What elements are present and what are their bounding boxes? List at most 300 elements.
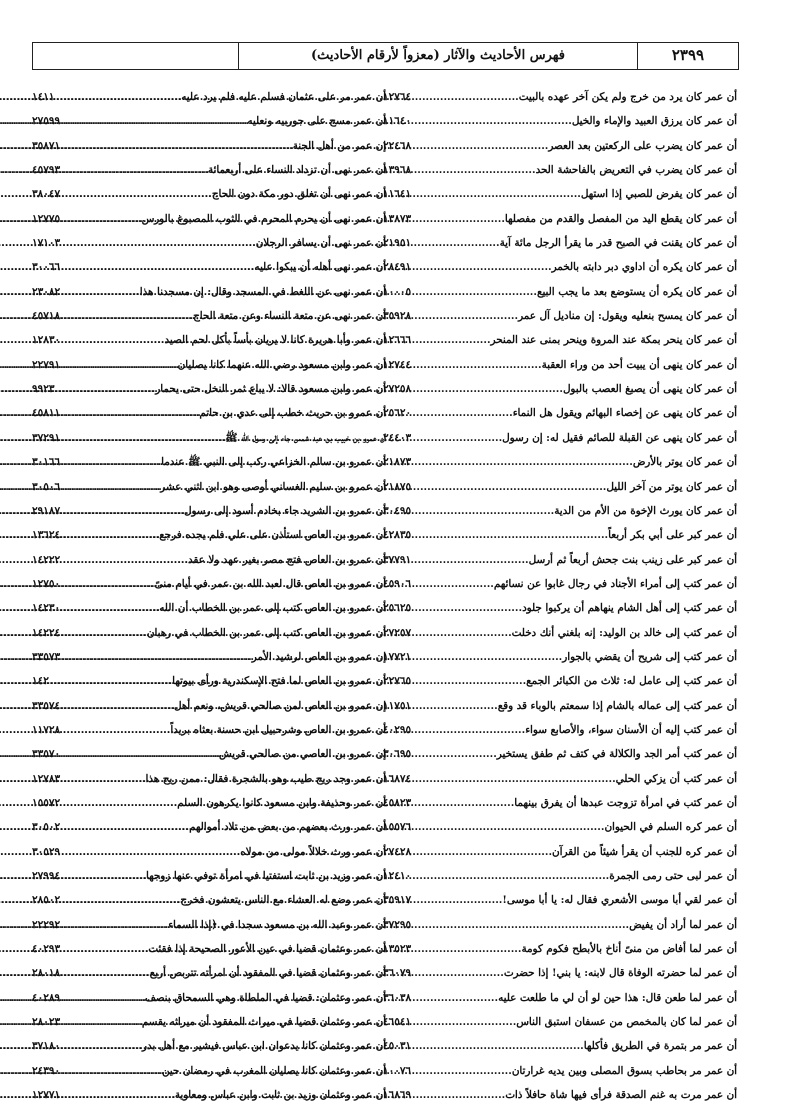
index-entry (383, 548, 737, 572)
index-entry (32, 815, 386, 839)
dot-leader (49, 669, 172, 693)
index-entry (32, 255, 386, 279)
index-entry (383, 572, 737, 596)
entry-text: أن عمر لبى حتى رمى الجمرة (609, 870, 737, 882)
dot-leader (60, 548, 188, 572)
entry-number: ٤٥٨٢٣ (383, 796, 412, 809)
entry-text: أن عمر كتب إليه أن الأسنان سواء، والأصابع سواء (525, 723, 737, 736)
dot-leader (411, 621, 511, 645)
entry-text: أن عمرو بن العاص كتب إلى عمر بن الخطاب في رهبان (146, 626, 386, 639)
entry-text: أن عمرو بن العاص فتح مصر بغير عهد ولا عقد (187, 553, 386, 566)
entry-text: أن عمر وعثمان: قضيا في الملطاة وهي السمحاق بنصف (145, 991, 386, 1004)
entry-text: أن عمر كتب أمر الجد والكلالة في كتف ثم طفق يستخير (496, 748, 737, 761)
dot-leader (411, 840, 552, 864)
entry-number: ٩٩٢٣ (32, 383, 55, 396)
entry-text: أن عمر وابن مسعود رضي الله عنهما كانا يصليان (177, 358, 386, 371)
dot-leader (60, 791, 177, 815)
entry-number: ١٤١١ (32, 91, 55, 103)
dot-leader (411, 377, 563, 401)
entry-number: ٢٢٧٩١ (32, 358, 61, 371)
index-entry (32, 499, 386, 523)
index-entry (383, 475, 737, 499)
dot-leader (411, 207, 505, 231)
dot-leader (411, 280, 537, 304)
index-entry (383, 791, 737, 815)
index-entry (32, 426, 386, 450)
entry-text: أن عمر مر بتمرة في الطريق فأكلها (583, 1040, 737, 1053)
index-entry (32, 280, 386, 304)
dot-leader (60, 182, 212, 206)
index-column-right (383, 85, 737, 1107)
entry-text: أن عمر كتب إلى شريح أن يقضي بالجوار (562, 650, 737, 663)
entry-text: أن عمر كان يكره أن اداوي دبر دابته بالخمر (551, 261, 737, 274)
entry-number: ٢١٨٧٣ (383, 456, 412, 469)
entry-text: أن عمر كتب أن يزكي الحلي (615, 772, 737, 785)
index-entry (383, 182, 737, 206)
dot-leader (411, 353, 541, 377)
entry-text: إن عمرو بن العاصي من صالحي قريش (218, 748, 386, 761)
dot-leader (60, 815, 189, 839)
entry-text: أن عمر كان يقطع اليد من المفصل والقدم من مفصلها (504, 212, 737, 225)
index-entry (32, 864, 386, 888)
entry-number: ٢٧٤٢٨ (383, 845, 412, 858)
page-header (32, 42, 739, 70)
entry-text: أن عمر لما كان بالمخمص من عسفان استبق الناس (516, 1016, 737, 1029)
index-entry (383, 1034, 737, 1058)
dot-leader (411, 572, 494, 596)
dot-leader (411, 815, 604, 839)
dot-leader (411, 182, 581, 206)
entry-text: أن عمر نهى عن متعة النساء وعن متعة الحاج (193, 310, 386, 323)
index-entry (383, 134, 737, 158)
dot-leader (60, 864, 146, 888)
entry-text: أن عمر مر بحاطب بسوق المصلى وبين يديه غرارتان (511, 1064, 737, 1077)
entry-number: ٣٣٥٧٠ (32, 748, 61, 761)
dot-leader (411, 864, 609, 888)
entry-text: أن عمرو بن سالم الخزاعي ركب إلى النبي ﷺ عندما (161, 456, 386, 469)
entry-number: ٤٥٠٣١ (383, 1040, 412, 1053)
index-column-left (32, 85, 386, 1107)
entry-number: ٢٥٦٢٠ (383, 407, 412, 420)
dot-leader (60, 572, 154, 596)
dot-leader (60, 523, 159, 547)
entry-number: ٢٨٠١٨ (32, 967, 61, 980)
entry-number: ١٢٧٧١ (32, 1089, 61, 1102)
entry-text: أن عمرو بن سليم الغساني أوصى وهو ابن اثني عشر (160, 480, 386, 493)
entry-number: ٢١٨٧٥ (383, 480, 412, 493)
dot-leader (60, 1083, 175, 1107)
entry-number: ٢٧٥٩٩ (32, 115, 61, 128)
entry-text: أن عمر كره السلم في الحيوان (604, 821, 737, 834)
dot-leader (411, 401, 512, 425)
entry-number: ١١٧٥١ (383, 699, 412, 712)
entry-number: ٣٣٥٧٣ (32, 650, 61, 663)
index-entry (383, 815, 737, 839)
entry-text: أن عمر كان ينهى أن يبيت أحد من وراء العقبة (541, 358, 737, 371)
index-entry (32, 888, 386, 912)
dot-leader (60, 280, 140, 304)
dot-leader (60, 207, 141, 231)
entry-number: ١٣٦٢٤ (32, 529, 61, 542)
entry-text: أن عمر كتب إلى أهل الشام ينهاهم أن يركبوا جلود (522, 602, 737, 615)
entry-number: ٤٥٧١٨ (32, 310, 61, 323)
entry-number: ١٤٢٢٢ (32, 553, 61, 566)
entry-number: ٣٦٠٧٩ (383, 967, 412, 980)
index-entry (383, 1059, 737, 1083)
index-entry (32, 1010, 386, 1034)
entry-text: أن عمر وعثمان قضيا في عين الأعور الصحيحة إذا فقئت (148, 943, 386, 956)
index-entry (32, 1034, 386, 1058)
entry-number: ٣٠٠٦٦ (32, 261, 61, 274)
entry-number: ٣٥٩٢٨ (383, 310, 412, 323)
entry-number: ١٢٧٨٣ (32, 772, 61, 785)
dot-leader (60, 426, 225, 450)
entry-number: ٢٧٩٩٤ (32, 870, 61, 882)
entry-text: أن عمر نهى عن اللغط في المسجد وقال: إن مسجدنا هذا (139, 285, 386, 298)
index-entry (32, 791, 386, 815)
index-entry (32, 377, 386, 401)
index-entry (383, 377, 737, 401)
entry-text: أن عمر وعثمان كانا يصليان المغرب في رمضان حين (161, 1064, 386, 1077)
entry-number: ١٢٧٤٤ (383, 358, 412, 371)
dot-leader (60, 328, 164, 352)
dot-leader (411, 328, 490, 352)
index-entry (32, 401, 386, 425)
entry-number: ١٤٢٢٤ (32, 626, 61, 639)
index-entry (383, 986, 737, 1010)
entry-number: ١٣٨٧٣ (383, 212, 412, 225)
dot-leader (411, 255, 551, 279)
entry-text: أن عمر كتب إلى أمراء الأجناد في رجال غابوا عن نسائهم (493, 577, 737, 590)
entry-text: أن عمر كتب إلى عماله بالشام إذا سمعتم بالوباء قد وقع (497, 699, 737, 712)
entry-number: ٢٨٤٩١ (383, 261, 412, 274)
index-entry (383, 85, 737, 109)
entry-number: ٢٧٢٥٨ (383, 383, 412, 396)
dot-leader (411, 718, 525, 742)
entry-number: ٢٢٢٩٢ (32, 918, 61, 931)
dot-leader (411, 548, 528, 572)
dot-leader (60, 304, 193, 328)
entry-text: أن عمرو بن خبيب بن عبد شمس جاء إلى رسول الله ﷺ (225, 431, 386, 444)
entry-text: أن عمر وعثمان وزيد بن ثابت وابن عباس ومعاوية (174, 1089, 386, 1102)
entry-text: أن عمر كان يفرض للصبي إذا استهل (580, 188, 737, 201)
entry-text: أن عمر كره للجنب أن يقرأ شيئاً من القرآن (552, 845, 737, 858)
dot-leader (60, 255, 254, 279)
index-entry (383, 328, 737, 352)
entry-number: ٢٤٣٩٠ (32, 1064, 61, 1077)
entry-number: ١٤٢٣٠ (32, 602, 61, 615)
index-entry (383, 426, 737, 450)
index-entry (383, 645, 737, 669)
entry-text: أن عمر كان يوتر من آخر الليل (606, 480, 737, 493)
index-entry (383, 523, 737, 547)
entry-text: أن عمر كان يمسح بنعليه ويقول: إن مناديل آل عمر (518, 310, 737, 323)
dot-leader (60, 450, 161, 474)
entry-text: أن عمرو بن العاص وشرحبيل ابن حسنة بعثاه بريداً (170, 723, 386, 736)
entry-text: أن عمرو بن العاص لما فتح الإسكندرية ورأى بيوتها (172, 675, 386, 688)
entry-text: أن عمر وجد ريح طيب وهو بالشجرة فقال: ممن ريح هذا (145, 772, 386, 785)
dot-leader (60, 401, 199, 425)
entry-text: أن عمر نهى أن يحرم المحرم في الثوب المصبوغ بالورس (141, 212, 386, 225)
entry-number: ٢٣٠٨٢ (32, 285, 61, 298)
index-entry (32, 742, 386, 766)
entry-number: ٣٠٥٢٩ (32, 845, 61, 858)
entry-text: أن عمر وابن مسعود قالا: لا يباع ثمر النخل حتى يحمار (155, 383, 386, 396)
entry-text: أن عمر وعثمان كانا يدعوان ابن عباس فيشير مع أهل بدر (142, 1040, 386, 1053)
entry-text: أن عمر لقي أبا موسى الأشعري فقال له: يا أبا موسى! (502, 894, 737, 907)
index-entry (32, 718, 386, 742)
entry-text: أن عمر مسح على جوربيه ونعليه (247, 115, 386, 128)
entry-number: ٣٧٢٩٥ (383, 918, 412, 931)
entry-text: أن عمر وأبا هريرة كانا لا يريان بأساً بأكل لحم الصيد (164, 334, 386, 347)
entry-number: ٣٧١٨٠ (32, 1040, 61, 1053)
dot-leader (60, 1059, 162, 1083)
index-entry (383, 158, 737, 182)
dot-leader (60, 840, 240, 864)
entry-text: أن عمر نهى أن تزداد النساء على أربعمائة (207, 164, 386, 177)
entry-text: أن عمر لما حضرته الوفاة قال لابنه: يا بني! إذا حضرت (503, 967, 737, 980)
entry-text: أن عمر ورث خلالاً مولى من مولاه (240, 845, 386, 858)
entry-number: ١٧١٠٣ (32, 237, 61, 250)
entry-text: إن عمر من أهل الجنة (292, 139, 386, 152)
entry-number: ١٧٧٢١ (383, 650, 412, 663)
dot-leader (411, 742, 497, 766)
entry-number: ٤٥٩٠٦ (383, 577, 412, 590)
entry-number: ١٣٥٢٣ (383, 943, 412, 956)
index-entry (383, 961, 737, 985)
entry-number: ٣٠٥٠٢ (32, 821, 61, 834)
dot-leader (411, 791, 514, 815)
index-entry (32, 669, 386, 693)
entry-number: ٢٥٦٢٥ (383, 602, 412, 615)
dot-leader (411, 669, 526, 693)
index-entry (32, 548, 386, 572)
index-entry (32, 937, 386, 961)
dot-leader (60, 718, 170, 742)
entry-text: أن عمر وضع له العشاء مع الناس يتعشون فخرج (180, 894, 386, 907)
index-entry (383, 109, 737, 133)
entry-text: إن عمرو بن العاص لمن صالحي قريش، ونعم أهل (174, 699, 386, 712)
dot-leader (411, 134, 548, 158)
entry-number: ١٦٨٦٩ (383, 1089, 412, 1102)
index-entry (32, 645, 386, 669)
index-entry (383, 718, 737, 742)
entry-number: ٢١٩٥١ (383, 237, 412, 250)
dot-leader (411, 1059, 512, 1083)
index-entry (383, 231, 737, 255)
entry-number: ٣٥٨٧١ (32, 139, 61, 152)
dot-leader (411, 986, 498, 1010)
index-entry (383, 450, 737, 474)
entry-text: أن عمر كان يقنت في الصبح قدر ما يقرأ الرجل مائة آية (499, 237, 737, 250)
index-entry (383, 207, 737, 231)
entry-number: ٢٨٥٠٢ (32, 894, 61, 907)
dot-leader (60, 961, 150, 985)
dot-leader (411, 450, 633, 474)
entry-number: ١٦٨٧٤ (383, 772, 412, 785)
entry-text: أن عمر لما أراد أن يفيض (629, 918, 737, 931)
index-entry (32, 596, 386, 620)
index-entry (383, 767, 737, 791)
dot-leader (60, 1010, 142, 1034)
dot-leader (60, 1034, 142, 1058)
entry-text: أن عمر نهى أهله أن يبكوا عليه (254, 261, 386, 274)
entry-number: ٣٠٤٩٥ (383, 504, 412, 517)
entry-number: ٤٥٨١١ (32, 407, 61, 420)
dot-leader (411, 767, 615, 791)
index-entry (32, 353, 386, 377)
index-entry (32, 1083, 386, 1107)
index-entry (383, 913, 737, 937)
dot-leader (60, 353, 177, 377)
entry-text: أن عمر كتب إلى عامل له: ثلاث من الكبائر الجمع (526, 675, 737, 688)
dot-leader (55, 85, 182, 109)
dot-leader (60, 109, 247, 133)
index-entry (32, 109, 386, 133)
entry-number: ١٢٧٦٤ (383, 91, 412, 103)
index-entry (32, 475, 386, 499)
entry-number: ١٤٢ (32, 675, 49, 688)
entry-number: ١٢٨٣٠ (32, 334, 61, 347)
index-entry (383, 280, 737, 304)
entry-text: أن عمر كان يرد من خرج ولم يكن آخر عهده بالبيت (518, 91, 737, 103)
index-entry (383, 255, 737, 279)
entry-number: ٣٧٢٩١ (32, 431, 61, 444)
entry-number: ٢٨٠٢٣ (32, 1016, 61, 1029)
dot-leader (411, 888, 502, 912)
entry-number: ٣٠١٦٦ (32, 456, 61, 469)
dot-leader (60, 231, 256, 255)
entry-text: أن عمر كان يرزق العبيد والإماء والخيل (571, 115, 737, 128)
dot-leader (411, 1010, 516, 1034)
dot-leader (60, 888, 180, 912)
header-blank-cell (33, 43, 239, 69)
entry-number: ٣٣٥٧٤ (32, 699, 61, 712)
entry-number: ٢٢٧٦٥ (383, 675, 412, 688)
dot-leader (411, 475, 606, 499)
dot-leader (411, 645, 562, 669)
index-entry (32, 986, 386, 1010)
entry-number: ٢٢٤٦٨ (383, 139, 412, 152)
entry-text: أن عمرو بن العاص كتب إلى عمر بن الخطاب أن الله (159, 602, 386, 615)
dot-leader (411, 937, 521, 961)
index-entry (32, 182, 386, 206)
index-entry (383, 840, 737, 864)
entry-number: ٣٦٠٣٨ (383, 991, 412, 1004)
entry-text: أن عمرو بن العاص استأذن على علي فلم يجده فرجع (159, 529, 386, 542)
entry-text: أن عمر وحذيفة وابن مسعود كانوا يكرهون السلم (177, 796, 386, 809)
entry-number: ٤٦٥٤١ (383, 1016, 412, 1029)
dot-leader (411, 109, 572, 133)
entry-number: ١٢٦٦٦ (383, 334, 412, 347)
entry-text: أن عمر نهى أن تغلق دور مكة دون الحاج (211, 188, 386, 201)
entry-text: أن عمر كان ينهى أن يصبغ العصب بالبول (562, 383, 737, 396)
dot-leader (60, 937, 148, 961)
dot-leader (411, 961, 504, 985)
index-entry (383, 499, 737, 523)
entry-text: أن عمر كان ينهى عن إخصاء البهائم ويقول هل النماء (512, 407, 737, 420)
index-entry (383, 1010, 737, 1034)
entry-text: أن عمر كبر على زينب بنت جحش أربعاً ثم أرسل (528, 553, 737, 566)
entry-number: ٢٤٤٠٣ (383, 431, 412, 444)
entry-number: ٣٧٧٩١ (383, 553, 412, 566)
entry-text: أن عمر كان يضرب في التعريض بالفاحشة الحد (535, 164, 737, 177)
index-entry (32, 621, 386, 645)
dot-leader (411, 1034, 584, 1058)
page-title: فهرس الأحاديث والآثار (معزواً لأرقام الأحاديث) (311, 48, 565, 63)
dot-leader (60, 134, 293, 158)
dot-leader (411, 694, 497, 718)
entry-number: ١٢٧٥٠ (32, 577, 61, 590)
dot-leader (60, 621, 147, 645)
entry-number: ٣٨٠٤٧ (32, 188, 61, 201)
index-entry (32, 328, 386, 352)
index-entry (383, 621, 737, 645)
dot-leader (411, 304, 518, 328)
dot-leader (411, 1083, 505, 1107)
entry-text: أن عمر ورث بعضهم من بعض من تلاد أموالهم (189, 821, 386, 834)
entry-number: ١٢٤١٠ (383, 870, 412, 882)
entry-number: ١٠٠٧٦ (383, 1064, 412, 1077)
dot-leader (411, 85, 519, 109)
entry-text: أن عمر كان يضرب على الركعتين بعد العصر (548, 139, 737, 152)
entry-text: أن عمر كان ينحر بمكة عند المروة وينحر بمنى عند المنحر (490, 334, 737, 347)
index-entry (32, 85, 386, 109)
entry-text: أن عمر وزيد بن ثابت استفتيا في امرأة توفي عنها زوجها (146, 870, 386, 882)
entry-number: ٣٠٦٩٥ (383, 748, 412, 761)
dot-leader (60, 986, 145, 1010)
dot-leader (411, 231, 499, 255)
index-entry (32, 523, 386, 547)
index-entry (32, 207, 386, 231)
dot-leader (60, 499, 184, 523)
entry-number: ٤٠٢٨٩ (32, 991, 61, 1004)
dot-leader (60, 596, 159, 620)
entry-text: أن عمر وعثمان قضيا في المفقود أن امرأته تتربص أربع (149, 967, 386, 980)
entry-number: ١١٦٤١ (383, 188, 412, 201)
entry-text: أن عمر وعبد الله بن مسعود سجدا في ﴿إذا السماء (168, 918, 386, 931)
dot-leader (411, 158, 535, 182)
index-entry (32, 304, 386, 328)
index-entry (32, 572, 386, 596)
entry-number: ١٣٩٦٨ (383, 164, 412, 177)
entry-number: ١٥٥٧٦ (383, 821, 412, 834)
index-entry (32, 231, 386, 255)
entry-text: إن عمرو بن العاص لرشيد الأمر (251, 650, 386, 663)
dot-leader (60, 767, 145, 791)
entry-text: أن عمر لما طعن قال: هذا حين لو أن لي ما طلعت عليه (498, 991, 737, 1004)
dot-leader (60, 645, 252, 669)
dot-leader (55, 377, 156, 401)
entry-text: أن عمر نهى أن يسافر الرجلان (255, 237, 386, 250)
index-entry (383, 596, 737, 620)
dot-leader (411, 426, 502, 450)
index-entry (32, 840, 386, 864)
dot-leader (60, 913, 168, 937)
entry-text: أن عمرو بن حريث خطب إلى عدي بن حاتم (199, 407, 386, 420)
entry-text: أن عمر مر على عثمان فسلم عليه فلم يرد عليه (181, 91, 386, 103)
entry-number: ٢٩١٨٧ (32, 504, 61, 517)
entry-number: ١١٧٢٨ (32, 723, 61, 736)
index-entry (383, 742, 737, 766)
entry-text: أن عمر لما أفاض من منىً أناخ بالأبطح فكوم كومة (521, 943, 737, 956)
dot-leader (60, 742, 219, 766)
entry-text: أن عمر وعثمان قضيا في ميراث المفقود أن ميراثه يقسم (141, 1016, 386, 1029)
index-entry (32, 961, 386, 985)
index-entry (383, 888, 737, 912)
entry-number: ١٢٧٧٥ (32, 212, 61, 225)
page-number: ٢٣٩٩ (637, 43, 738, 69)
